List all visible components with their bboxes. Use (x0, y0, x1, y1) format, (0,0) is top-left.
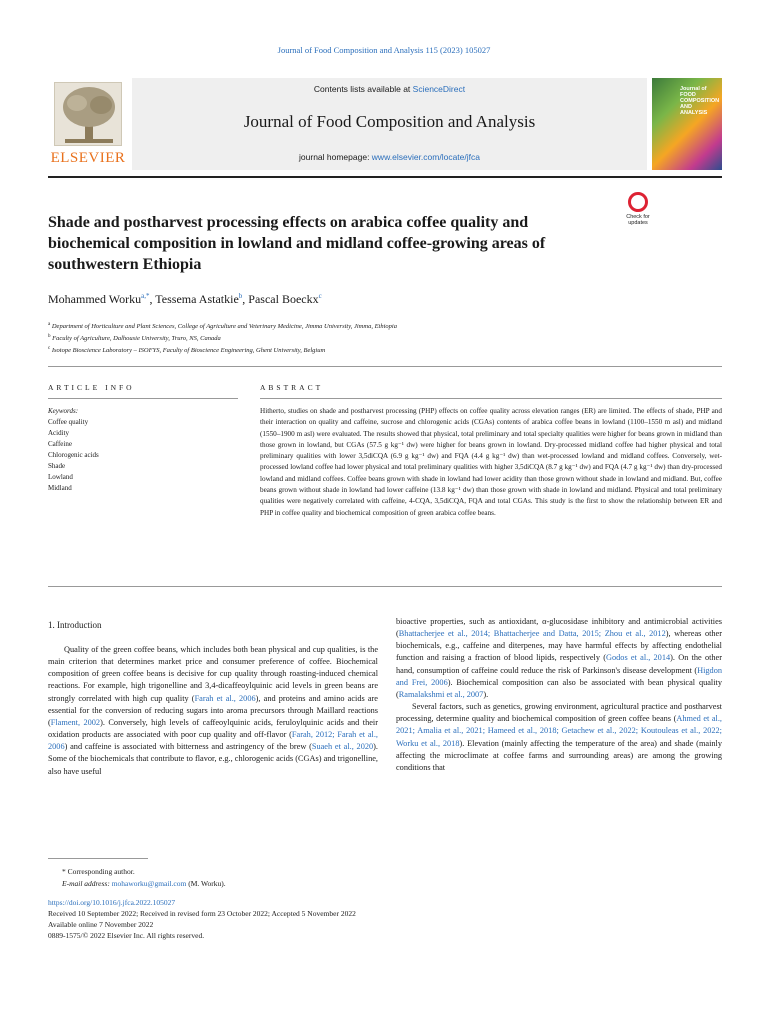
homepage-line (132, 152, 647, 162)
affiliation-text: Department of Horticulture and Plant Sciences, College of Agriculture and Veterinary Medicine, Jimma University, Jimma, Ethiopia (51, 323, 397, 331)
journal-cover-image[interactable] (652, 78, 722, 170)
contents-line (132, 84, 647, 94)
footnotes (48, 866, 226, 889)
elsevier-logo[interactable] (48, 78, 128, 170)
received-dates: Received 10 September 2022; Received in revised form 23 October 2022; Accepted 5 November 2022 (48, 909, 356, 918)
divider (48, 586, 722, 587)
author-name[interactable]: Pascal Boeckx (248, 292, 319, 306)
citation-link[interactable]: Farah, 2012; Farah et al., 2006 (48, 730, 378, 752)
affiliation-sup: b (48, 334, 51, 340)
citation-link[interactable]: Flament, 2002 (50, 717, 101, 727)
copyright: 0889-1575/© 2022 Elsevier Inc. All rights reserved. (48, 931, 205, 940)
footnote-email (48, 878, 226, 890)
check-for-updates-badge[interactable] (618, 192, 658, 232)
cover-title: Journal of FOOD COMPOSITION AND ANALYSIS (680, 86, 720, 116)
citation-link[interactable]: Godos et al., 2014 (606, 653, 671, 663)
footnote-corresponding: * Corresponding author. (62, 867, 135, 876)
affiliation-text: Isotope Bioscience Laboratory – ISOFYS, Faculty of Bioscience Engineering, Ghent University, Belgium (51, 347, 326, 355)
email-label: E-mail address: (62, 878, 112, 888)
keyword-item: Chlorogenic acids (48, 451, 99, 459)
header-rule (48, 176, 722, 178)
affiliation-sup: a (48, 322, 51, 327)
author-sup[interactable]: b (238, 292, 243, 300)
sciencedirect-link[interactable]: ScienceDirect (412, 84, 466, 94)
journal-header-box (132, 78, 647, 170)
author-list: Mohammed Worku$^{a,*}$, Tessema Astatkie$^b$, Pascal Boeckx$^c$ (48, 292, 322, 306)
affiliations (48, 320, 688, 356)
article-info-heading: ARTICLE INFO (48, 383, 135, 392)
author-sup[interactable]: a,* (141, 292, 150, 300)
abstract-text: Hitherto, studies on shade and postharvest processing (PHP) effects on coffee quality across elevation ranges (ER) are limited. The effects of shade, PHP and their interaction on quality and caffeine, sucrose and chlorogenic acids (CGAs) contents of arabica coffee beans in lowland (1100–1550 m asl) and midland (1550–1900 m asl) were evaluated. The results showed that physical, total preliminary and total specialty qualities were higher for beans grown in midland than those grown in lowland, but CGAs (57.5 g kg⁻¹ dw) were higher for beans grown in lowland. Dry-processed midland coffee had higher physical and total preliminary qualities with lower 3,5diCQA (6.9 g kg⁻¹ dw) and FQA (4.4 g kg⁻¹ dw) than wet-processed lowland and midland coffees. Conversely, wet-processed lowland coffee had lower physical and total preliminary qualities with higher 3,5diCQA (8.7 g kg⁻¹ dw) and FQA (4.7 g kg⁻¹ dw) than dry-processed lowland and midland coffees. Coffee beans grown with shade in lowland had lower acidity than those grown without shade in lowland and midland. But, coffee beans grown without shade in lowland had lower caffeine (13.8 kg⁻¹ dw) than those grown with shade in lowland and midland. Physical and total preliminary qualities were negatively correlated with caffeine, 4-CQA, 3,5diCQA, FQA and total CGAs. This study is the first to show the relationship between ER and PHP in coffee quality and biochemical composition of green arabica coffee beans. (260, 407, 722, 517)
abstract-heading: ABSTRACT (260, 383, 324, 392)
keywords-label: Keywords: (48, 407, 79, 415)
citation-link[interactable]: Ramalakshmi et al., 2007 (398, 689, 484, 699)
paper-title: Shade and postharvest processing effects on arabica coffee quality and biochemical composition in lowland and midland coffee-growing areas of southwestern Ethiopia (48, 214, 546, 273)
affiliation-item (48, 344, 688, 356)
body-paragraph: Quality of the green coffee beans, which includes both bean physical and cup qualities, is the main criterion that determines market price and consumer preference of coffee. Biochemical composition of green coffee beans is decisive for cup quality through roasting-induced chemical reactions. For example, high trigonelline and 3,4-dicaffeoylquinic acid levels in green beans are strongly correlated with high cup quality (Farah et al., 2006), and proteins and amino acids are essential for the conversion of reducing sugars into aroma precursors through Maillard reactions (Flament, 2002). Conversely, high levels of caffeoylquinic acids, feruloylquinic acids and their oxidation products are associated with poor cup quality and off-flavor (Farah, 2012; Farah et al., 2006) and caffeine is associated with bitterness and astringency of the brew (Suaeh et al., 2020). Some of the biochemicals that contribute to flavor, e.g., chlorogenic acids (CGAs) and trigonelline, also have useful (48, 645, 378, 776)
journal-title: Journal of Food Composition and Analysis (243, 112, 536, 131)
author-name[interactable]: Mohammed Worku (48, 292, 142, 306)
footnote-text: Corresponding author. (67, 867, 135, 876)
contents-prefix: Contents lists available at (313, 84, 413, 94)
check-updates-label: Check for updates (626, 214, 650, 226)
keyword-item: Midland (48, 484, 72, 492)
check-updates-icon (628, 192, 648, 212)
email-suffix: (M. Worku). (186, 878, 226, 888)
keywords-list (48, 406, 99, 494)
affiliation-sup: c (48, 346, 51, 352)
body-paragraph: bioactive properties, such as antioxidant, α-glucosidase inhibitory and antimicrobial activities (Bhattacherjee et al., 2014; Bhattacherjee and Datta, 2015; Zhou et al., 2012), whereas other biochemicals, e.g., caffeine and diterpenes, may have harmful effects by affecting endothelial function and raising a fraction of blood lipids, respectively (Godos et al., 2014). On the other hand, consumption of caffeine could reduce the risk of Parkinson's disease development (Higdon and Frei, 2006). Biochemical composition can also be associated with bean physical quality (Ramalakshmi et al., 2007). (396, 617, 723, 699)
keyword-item: Shade (48, 462, 66, 470)
online-date: Available online 7 November 2022 (48, 920, 154, 929)
homepage-link[interactable]: www.elsevier.com/locate/jfca (371, 152, 480, 162)
divider (48, 398, 238, 399)
author-sup[interactable]: c (318, 292, 322, 300)
footnote-rule (48, 858, 148, 859)
tree-logo-icon (54, 82, 122, 146)
citation-link[interactable]: Ahmed et al., 2021; Amalia et al., 2021; Hameed et al., 2018; Getachew et al., 2022; Koutouleas et al., 2022; Worku et al., 2018 (396, 714, 723, 748)
body-column-left (48, 644, 378, 778)
masthead (48, 78, 722, 170)
divider (260, 398, 722, 399)
doi-link[interactable]: https://doi.org/10.1016/j.jfca.2022.105027 (48, 898, 176, 907)
keyword-item: Coffee quality (48, 418, 89, 426)
keyword-item: Lowland (48, 473, 73, 481)
keyword-item: Acidity (48, 429, 69, 437)
section-heading-introduction: 1. Introduction (48, 620, 102, 630)
citation-link[interactable]: Suaeh et al., 2020 (311, 742, 374, 752)
author-name[interactable]: Tessema Astatkie (155, 292, 239, 306)
running-head[interactable]: Journal of Food Composition and Analysis 115 (2023) 105027 (277, 45, 491, 55)
publication-info (48, 897, 356, 941)
body-paragraph: Several factors, such as genetics, growing environment, agricultural practice and postharvest processing, determine quality and biochemical composition of green coffee beans (Ahmed et al., 2021; Amalia et al., 2021; Hameed et al., 2018; Getachew et al., 2022; Koutouleas et al., 2022; Worku et al., 2018). Elevation (mainly affecting the temperature of the area) and shade (mainly affecting the microclimate at coffee farms and surrounding areas) are among the growing conditions that (396, 702, 723, 772)
email-link[interactable]: mohaworku@gmail.com (111, 878, 187, 888)
citation-link[interactable]: Higdon and Frei, 2006 (396, 665, 722, 687)
affiliation-text: Faculty of Agriculture, Dalhousie University, Truro, NS, Canada (52, 335, 221, 343)
affiliation-item (48, 332, 688, 344)
citation-link[interactable]: Farah et al., 2006 (194, 693, 256, 703)
affiliation-item (48, 320, 688, 332)
keyword-item: Caffeine (48, 440, 72, 448)
body-column-right (396, 616, 722, 774)
homepage-prefix: journal homepage: (299, 152, 372, 162)
citation-link[interactable]: Bhattacherjee et al., 2014; Bhattacherjee and Datta, 2015; Zhou et al., 2012 (398, 629, 666, 639)
divider (48, 366, 722, 367)
publisher-name: ELSEVIER (50, 150, 126, 166)
